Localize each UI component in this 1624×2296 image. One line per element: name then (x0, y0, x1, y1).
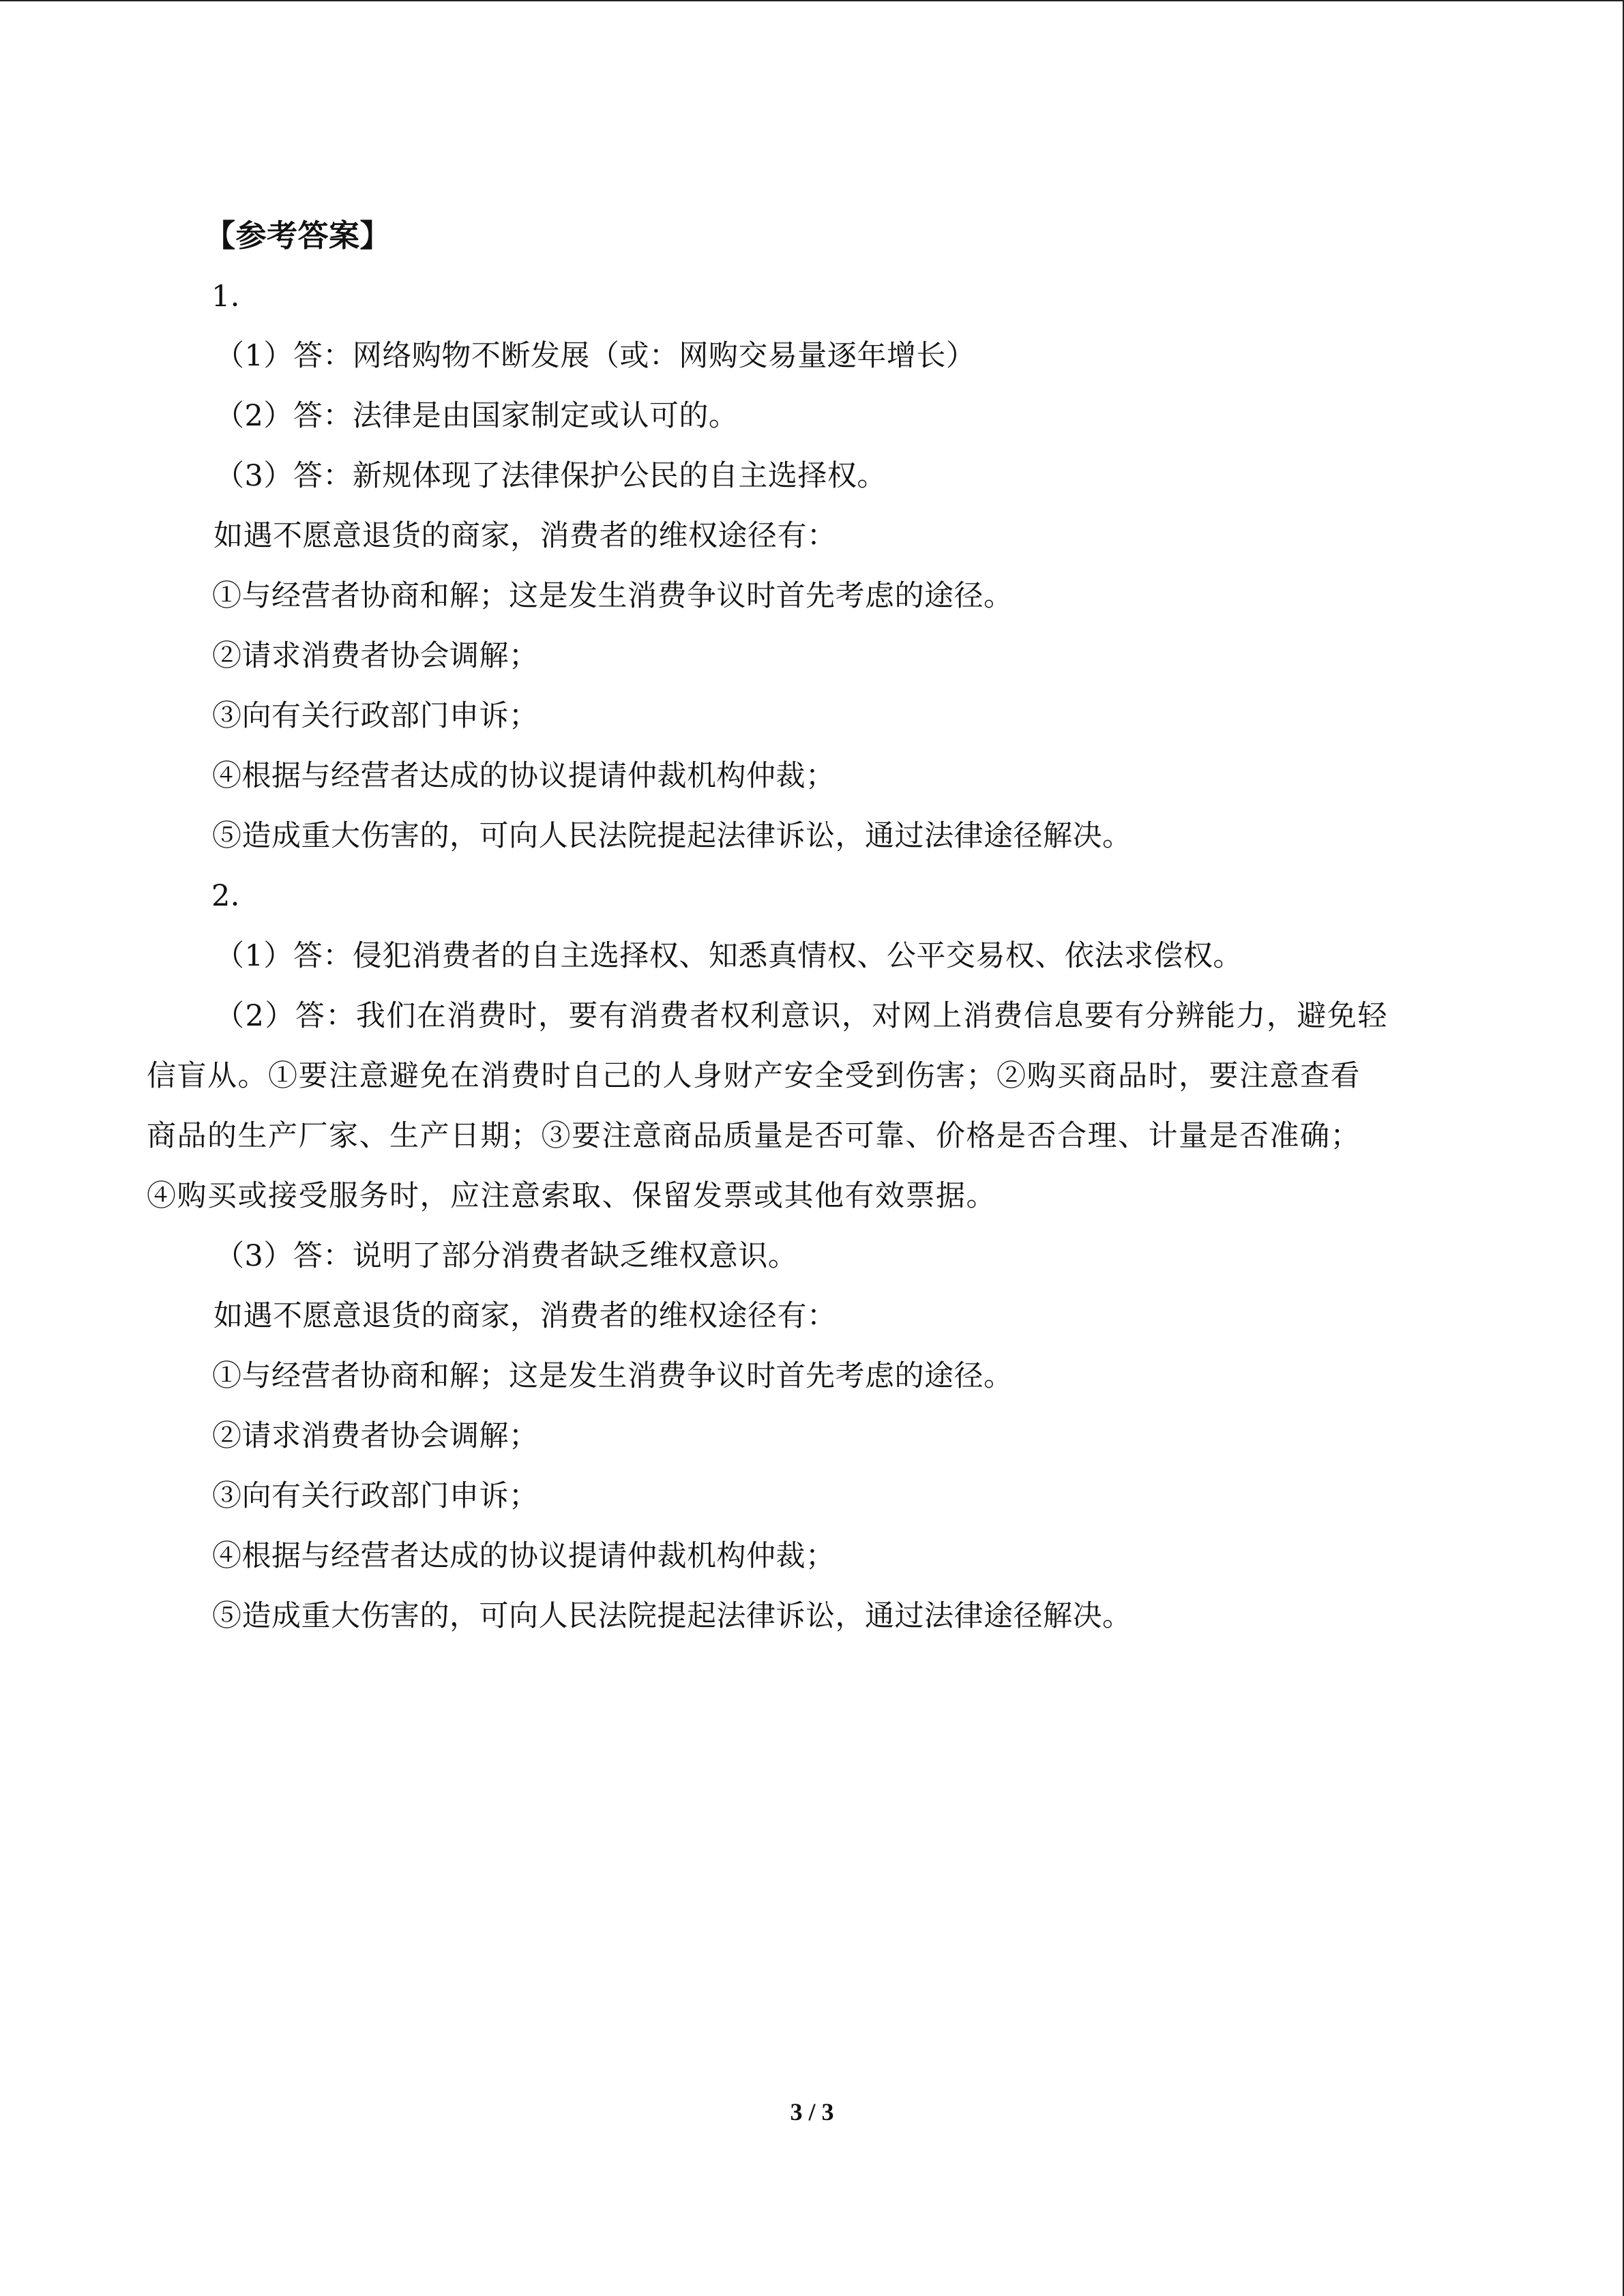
q1-answer-1: （1）答：网络购物不断发展（或：网购交易量逐年增长） (215, 339, 976, 373)
q2-way-item: ⑤造成重大伤害的，可向人民法院提起法律诉讼，通过法律途径解决。 (212, 1599, 1132, 1633)
question-2-number: 2． (211, 879, 261, 913)
q2-way-item: ④根据与经营者达成的协议提请仲裁机构仲裁； (212, 1539, 836, 1573)
page-number: 3 / 3 (790, 2098, 834, 2126)
q1-way-item: ①与经营者协商和解；这是发生消费争议时首先考虑的途径。 (212, 579, 1014, 613)
q2-answer-1: （1）答：侵犯消费者的自主选择权、知悉真情权、公平交易权、依法求偿权。 (215, 939, 1243, 973)
q2-way-item: ②请求消费者协会调解； (212, 1419, 539, 1453)
question-1-number: 1． (211, 280, 261, 314)
q2-answer-2-line: ④购买或接受服务时，应注意索取、保留发票或其他有效票据。 (147, 1179, 996, 1213)
q1-answer-3: （3）答：新规体现了法律保护公民的自主选择权。 (215, 459, 887, 493)
q1-ways-intro: 如遇不愿意退货的商家，消费者的维权途径有： (213, 519, 837, 553)
q2-answer-2-line: （2）答：我们在消费时，要有消费者权利意识，对网上消费信息要有分辨能力，避免轻 (215, 999, 1388, 1033)
q1-way-item: ⑤造成重大伤害的，可向人民法院提起法律诉讼，通过法律途径解决。 (212, 819, 1132, 853)
q1-answer-2: （2）答：法律是由国家制定或认可的。 (215, 399, 739, 433)
q2-way-item: ①与经营者协商和解；这是发生消费争议时首先考虑的途径。 (212, 1359, 1014, 1393)
q2-answer-2-line: 信盲从。①要注意避免在消费时自己的人身财产安全受到伤害；②购买商品时，要注意查看 (147, 1059, 1361, 1093)
q2-answer-3: （3）答：说明了部分消费者缺乏维权意识。 (215, 1239, 798, 1273)
q2-way-item: ③向有关行政部门申诉； (212, 1479, 539, 1513)
section-heading: 【参考答案】 (205, 218, 392, 254)
q1-way-item: ③向有关行政部门申诉； (212, 699, 539, 733)
q1-way-item: ④根据与经营者达成的协议提请仲裁机构仲裁； (212, 759, 836, 793)
q2-ways-intro: 如遇不愿意退货的商家，消费者的维权途径有： (213, 1299, 837, 1333)
q1-way-item: ②请求消费者协会调解； (212, 639, 539, 673)
q2-answer-2-line: 商品的生产厂家、生产日期；③要注意商品质量是否可靠、价格是否合理、计量是否准确； (147, 1119, 1361, 1153)
